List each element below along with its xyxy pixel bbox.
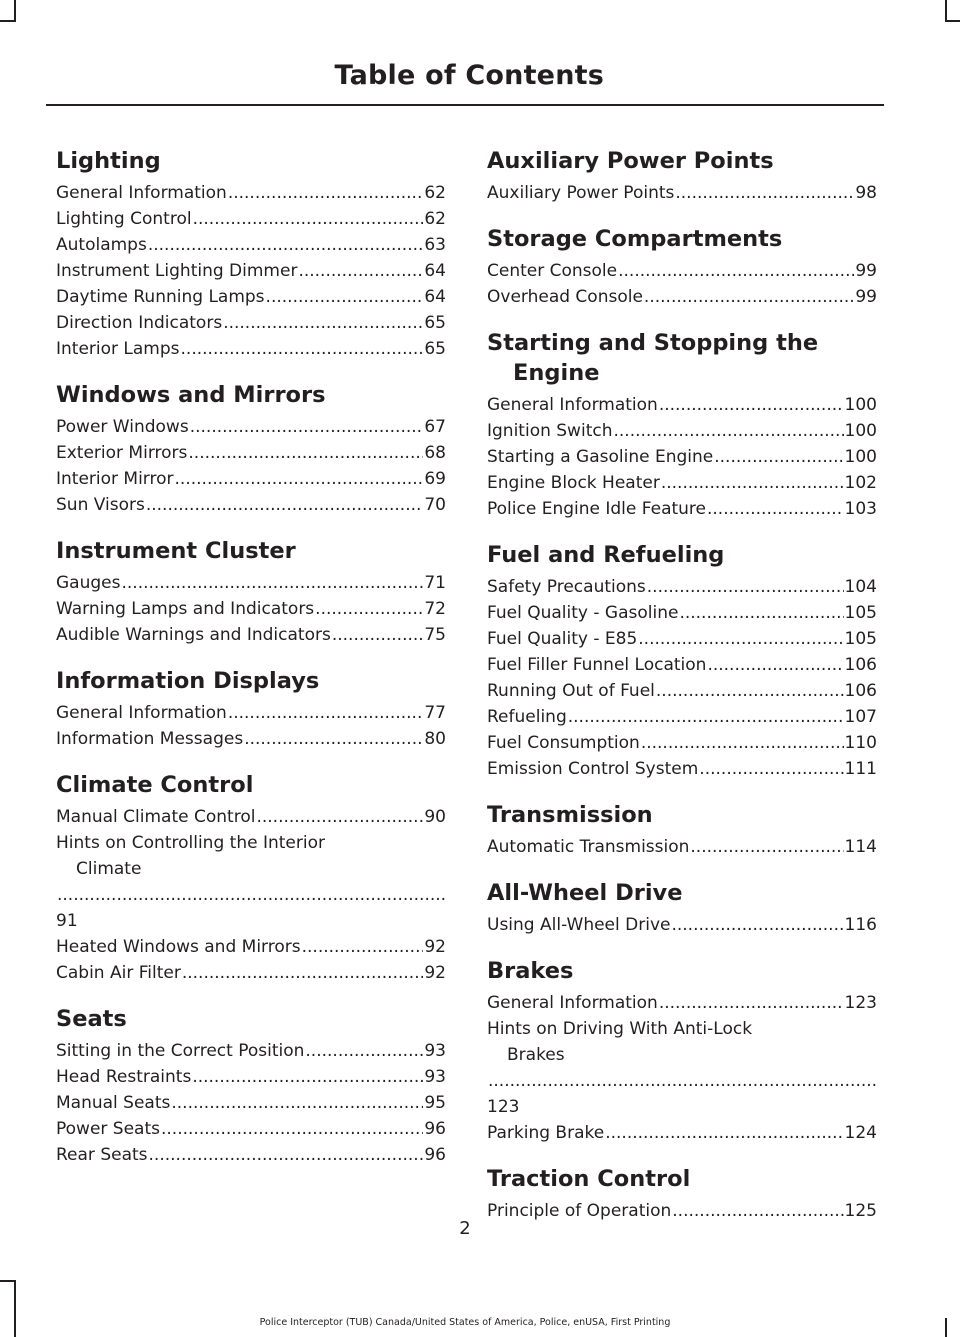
entry-title: Interior Mirror — [56, 469, 174, 489]
section-heading: Brakes — [487, 958, 574, 984]
entry-page-number: 105 — [844, 629, 877, 649]
section-heading: Windows and Mirrors — [56, 382, 326, 408]
toc-section — [487, 878, 877, 938]
dot-leader — [699, 756, 843, 782]
dot-leader — [305, 1038, 423, 1064]
toc-section — [487, 224, 877, 310]
dot-leader — [488, 1068, 876, 1094]
entry-page-number: 93 — [424, 1041, 446, 1061]
entry-page-number: 62 — [424, 183, 446, 203]
dot-leader — [714, 444, 843, 470]
dot-leader — [332, 622, 424, 648]
toc-entry[interactable] — [487, 418, 877, 444]
crop-mark — [0, 1280, 16, 1282]
entry-title: Emission Control System — [487, 759, 699, 779]
toc-entry[interactable] — [56, 284, 446, 310]
dot-leader — [659, 990, 844, 1016]
section-heading: Transmission — [487, 802, 653, 828]
toc-section — [487, 540, 877, 782]
toc-entry[interactable] — [56, 830, 446, 934]
dot-leader — [171, 1090, 423, 1116]
dot-leader — [671, 912, 843, 938]
toc-column-left — [56, 146, 446, 1186]
dot-leader — [121, 570, 423, 596]
toc-entry[interactable] — [56, 622, 446, 648]
dot-leader — [641, 730, 844, 756]
section-heading: Starting and Stopping the Engine — [487, 330, 819, 386]
dot-leader — [661, 470, 844, 496]
dot-leader — [618, 258, 854, 284]
entry-title: Manual Seats — [56, 1093, 171, 1113]
toc-section — [487, 328, 877, 522]
toc-entry[interactable] — [56, 1038, 446, 1064]
entry-title: General Information — [487, 993, 658, 1013]
entry-title: General Information — [56, 183, 227, 203]
entry-title: Direction Indicators — [56, 313, 223, 333]
section-heading: Fuel and Refueling — [487, 542, 725, 568]
entry-page-number: 107 — [844, 707, 877, 727]
entry-page-number: 124 — [844, 1123, 877, 1143]
entry-title: Sun Visors — [56, 495, 145, 515]
entry-title: Information Messages — [56, 729, 244, 749]
entry-page-number: 62 — [424, 209, 446, 229]
crop-mark — [945, 1318, 947, 1337]
page-title: Table of Contents — [334, 60, 604, 91]
dot-leader — [568, 704, 844, 730]
entry-page-number: 106 — [844, 681, 877, 701]
entry-title: Rear Seats — [56, 1145, 148, 1165]
entry-title: Exterior Mirrors — [56, 443, 188, 463]
dot-leader — [605, 1120, 843, 1146]
dot-leader — [707, 496, 844, 522]
entry-title: Ignition Switch — [487, 421, 613, 441]
section-heading: Auxiliary Power Points — [487, 148, 774, 174]
entry-page-number: 64 — [424, 287, 446, 307]
entry-page-number: 99 — [855, 261, 877, 281]
entry-page-number: 93 — [424, 1067, 446, 1087]
toc-entry[interactable] — [487, 444, 877, 470]
toc-entry[interactable] — [56, 1064, 446, 1090]
toc-entry[interactable] — [487, 730, 877, 756]
toc-entry[interactable] — [56, 310, 446, 336]
entry-page-number: 67 — [424, 417, 446, 437]
dot-leader — [190, 414, 424, 440]
entry-page-number: 75 — [424, 625, 446, 645]
toc-section — [56, 666, 446, 752]
entry-title-continued: Brakes — [507, 1045, 565, 1065]
header-divider — [46, 104, 884, 106]
entry-page-number: 105 — [844, 603, 877, 623]
entry-page-number: 92 — [424, 963, 446, 983]
entry-page-number: 111 — [844, 759, 877, 779]
crop-mark — [14, 1280, 16, 1337]
entry-page-number: 96 — [424, 1145, 446, 1165]
entry-title: Gauges — [56, 573, 121, 593]
entry-title: Principle of Operation — [487, 1201, 672, 1221]
entry-title: Head Restraints — [56, 1067, 192, 1087]
dot-leader — [647, 574, 844, 600]
entry-title: Autolamps — [56, 235, 147, 255]
dot-leader — [256, 804, 423, 830]
toc-entry[interactable] — [56, 596, 446, 622]
entry-title: Overhead Console — [487, 287, 643, 307]
entry-title: Power Windows — [56, 417, 189, 437]
dot-leader — [188, 440, 423, 466]
entry-title: Heated Windows and Mirrors — [56, 937, 301, 957]
entry-page-number: 90 — [424, 807, 446, 827]
toc-entry[interactable] — [56, 492, 446, 518]
entry-page-number: 100 — [844, 447, 877, 467]
entry-page-number: 77 — [424, 703, 446, 723]
toc-entry[interactable] — [487, 470, 877, 496]
dot-leader — [298, 258, 423, 284]
entry-title-continued: Climate — [76, 859, 142, 879]
toc-section — [56, 1004, 446, 1168]
section-heading: Information Displays — [56, 668, 320, 694]
section-heading: Storage Compartments — [487, 226, 783, 252]
dot-leader — [175, 466, 424, 492]
dot-leader — [644, 284, 854, 310]
toc-entry[interactable] — [487, 834, 877, 860]
entry-page-number: 63 — [424, 235, 446, 255]
entry-title: Automatic Transmission — [487, 837, 690, 857]
dot-leader — [679, 600, 843, 626]
entry-title: Hints on Controlling the Interior — [56, 833, 325, 853]
entry-title: Engine Block Heater — [487, 473, 660, 493]
dot-leader — [315, 596, 423, 622]
toc-section — [487, 956, 877, 1146]
toc-entry[interactable] — [56, 336, 446, 362]
toc-entry[interactable] — [56, 1116, 446, 1142]
dot-leader — [148, 232, 424, 258]
entry-page-number: 114 — [844, 837, 877, 857]
entry-title: Police Engine Idle Feature — [487, 499, 706, 519]
entry-page-number: 95 — [424, 1093, 446, 1113]
entry-page-number: 123 — [487, 1097, 520, 1117]
dot-leader — [613, 418, 843, 444]
dot-leader — [228, 700, 424, 726]
entry-page-number: 100 — [844, 395, 877, 415]
crop-mark — [0, 20, 16, 22]
entry-page-number: 103 — [844, 499, 877, 519]
dot-leader — [182, 960, 424, 986]
entry-title: Fuel Quality - E85 — [487, 629, 638, 649]
entry-title: Refueling — [487, 707, 567, 727]
toc-entry[interactable] — [487, 704, 877, 730]
entry-title: Running Out of Fuel — [487, 681, 655, 701]
toc-entry[interactable] — [487, 392, 877, 418]
section-heading: Seats — [56, 1006, 127, 1032]
section-heading: Climate Control — [56, 772, 254, 798]
dot-leader — [690, 834, 843, 860]
entry-title: General Information — [56, 703, 227, 723]
toc-entry[interactable] — [487, 652, 877, 678]
toc-entry[interactable] — [56, 960, 446, 986]
toc-section — [487, 1164, 877, 1224]
dot-leader — [161, 1116, 423, 1142]
entry-title: Using All-Wheel Drive — [487, 915, 671, 935]
entry-title: Lighting Control — [56, 209, 192, 229]
dot-leader — [193, 206, 424, 232]
entry-title: Warning Lamps and Indicators — [56, 599, 315, 619]
entry-title: General Information — [487, 395, 658, 415]
toc-entry[interactable] — [56, 1090, 446, 1116]
entry-page-number: 72 — [424, 599, 446, 619]
toc-section — [56, 146, 446, 362]
section-heading: Instrument Cluster — [56, 538, 296, 564]
entry-page-number: 123 — [844, 993, 877, 1013]
toc-entry[interactable] — [56, 440, 446, 466]
entry-page-number: 64 — [424, 261, 446, 281]
dot-leader — [57, 882, 445, 908]
toc-entry[interactable] — [56, 258, 446, 284]
toc-section — [56, 770, 446, 986]
entry-page-number: 65 — [424, 313, 446, 333]
entry-page-number: 69 — [424, 469, 446, 489]
entry-page-number: 104 — [844, 577, 877, 597]
entry-title: Interior Lamps — [56, 339, 180, 359]
entry-title: Cabin Air Filter — [56, 963, 181, 983]
toc-entry[interactable] — [56, 206, 446, 232]
toc-entry[interactable] — [56, 1142, 446, 1168]
toc-entry[interactable] — [487, 574, 877, 600]
toc-entry[interactable] — [487, 600, 877, 626]
entry-page-number: 106 — [844, 655, 877, 675]
dot-leader — [656, 678, 844, 704]
toc-entry[interactable] — [487, 912, 877, 938]
toc-entry[interactable] — [487, 496, 877, 522]
entry-page-number: 98 — [855, 183, 877, 203]
entry-title: Safety Precautions — [487, 577, 646, 597]
toc-entry[interactable] — [487, 1016, 877, 1120]
entry-title: Fuel Quality - Gasoline — [487, 603, 679, 623]
dot-leader — [181, 336, 424, 362]
toc-entry[interactable] — [487, 990, 877, 1016]
dot-leader — [302, 934, 424, 960]
dot-leader — [149, 1142, 424, 1168]
crop-mark — [14, 0, 16, 22]
section-heading: Traction Control — [487, 1166, 691, 1192]
entry-page-number: 91 — [56, 911, 78, 931]
entry-title: Hints on Driving With Anti-Lock — [487, 1019, 753, 1039]
toc-entry[interactable] — [56, 180, 446, 206]
dot-leader — [228, 180, 424, 206]
dot-leader — [146, 492, 424, 518]
toc-section — [487, 800, 877, 860]
toc-entry[interactable] — [56, 700, 446, 726]
page-number: 2 — [459, 1218, 471, 1239]
entry-title: Instrument Lighting Dimmer — [56, 261, 298, 281]
section-heading: All-Wheel Drive — [487, 880, 683, 906]
entry-page-number: 65 — [424, 339, 446, 359]
entry-title: Parking Brake — [487, 1123, 605, 1143]
crop-mark — [945, 20, 960, 22]
toc-entry[interactable] — [56, 414, 446, 440]
dot-leader — [638, 626, 843, 652]
entry-title: Auxiliary Power Points — [487, 183, 675, 203]
toc-entry[interactable] — [56, 570, 446, 596]
entry-page-number: 68 — [424, 443, 446, 463]
toc-section — [56, 536, 446, 648]
toc-entry[interactable] — [56, 726, 446, 752]
entry-page-number: 100 — [844, 421, 877, 441]
entry-page-number: 125 — [844, 1201, 877, 1221]
toc-entry[interactable] — [56, 934, 446, 960]
dot-leader — [244, 726, 423, 752]
entry-page-number: 110 — [844, 733, 877, 753]
entry-page-number: 80 — [424, 729, 446, 749]
entry-title: Power Seats — [56, 1119, 160, 1139]
entry-title: Fuel Consumption — [487, 733, 640, 753]
entry-title: Fuel Filler Funnel Location — [487, 655, 707, 675]
section-heading: Lighting — [56, 148, 161, 174]
toc-entry[interactable] — [487, 284, 877, 310]
toc-entry[interactable] — [56, 466, 446, 492]
entry-title: Daytime Running Lamps — [56, 287, 265, 307]
entry-page-number: 71 — [424, 573, 446, 593]
toc-section — [56, 380, 446, 518]
dot-leader — [707, 652, 843, 678]
entry-page-number: 96 — [424, 1119, 446, 1139]
entry-page-number: 99 — [855, 287, 877, 307]
footer-text: Police Interceptor (TUB) Canada/United States of America, Police, enUSA, First Printing — [259, 1317, 671, 1328]
toc-entry[interactable] — [487, 1120, 877, 1146]
toc-entry[interactable] — [487, 626, 877, 652]
dot-leader — [223, 310, 423, 336]
entry-title: Manual Climate Control — [56, 807, 256, 827]
toc-entry[interactable] — [56, 804, 446, 830]
entry-page-number: 92 — [424, 937, 446, 957]
toc-entry[interactable] — [487, 756, 877, 782]
entry-title: Center Console — [487, 261, 618, 281]
entry-title: Audible Warnings and Indicators — [56, 625, 331, 645]
toc-entry[interactable] — [487, 180, 877, 206]
entry-page-number: 102 — [844, 473, 877, 493]
entry-page-number: 70 — [424, 495, 446, 515]
toc-entry[interactable] — [487, 678, 877, 704]
entry-title: Sitting in the Correct Position — [56, 1041, 305, 1061]
entry-title: Starting a Gasoline Engine — [487, 447, 714, 467]
toc-column-right — [487, 146, 877, 1242]
dot-leader — [659, 392, 844, 418]
entry-page-number: 116 — [844, 915, 877, 935]
dot-leader — [192, 1064, 423, 1090]
toc-entry[interactable] — [56, 232, 446, 258]
toc-section — [487, 146, 877, 206]
dot-leader — [266, 284, 424, 310]
crop-mark — [945, 0, 947, 22]
dot-leader — [675, 180, 854, 206]
toc-entry[interactable] — [487, 258, 877, 284]
